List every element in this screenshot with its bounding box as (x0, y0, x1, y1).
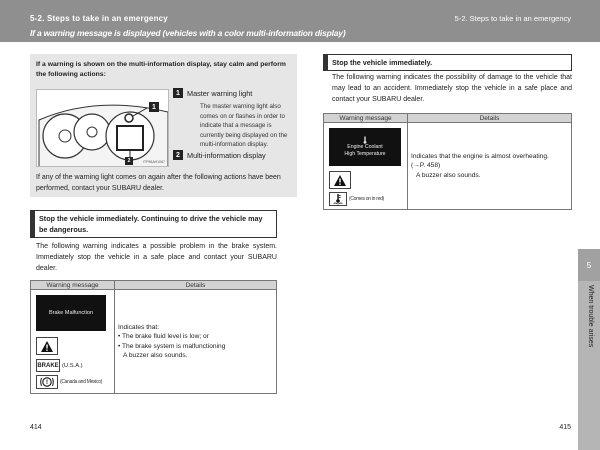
page-subtitle: If a warning message is displayed (vehicles with a color multi-information display) (30, 28, 346, 38)
brake-body-text: The following warning indicates a possible problem in the brake system. Immediately stop the vehicle in a safe place and contact your SUBARU dealer. (36, 243, 277, 272)
brake-warning-table (30, 280, 277, 394)
coolant-body-text: The following warning indicates the possibility of damage to the vehicle that may lead to an accident. Immediately stop the vehicle in a safe place and contact your SUBARU dealer. (332, 74, 572, 103)
warning-triangle-icon (36, 337, 58, 355)
page-reference-link[interactable]: (→P. 458) (411, 162, 441, 170)
coolant-message-cell (324, 123, 408, 210)
brake-usa-row (36, 359, 111, 372)
coolant-temperature-icon (329, 192, 347, 206)
instruction-footer: If any of the warning light comes on again after the following actions have been performed, contact your SUBARU dealer. (36, 174, 281, 192)
coolant-temp-icon-small (361, 136, 369, 144)
brake-col-warning-message: Warning message (31, 281, 115, 290)
page-number-left: 414 (30, 424, 42, 431)
instrument-cluster-figure (36, 89, 169, 167)
coolant-display-line1: Engine Coolant (347, 144, 383, 150)
svg-text:!: ! (46, 380, 48, 386)
coolant-details-cell (408, 123, 572, 210)
coolant-details-line3: A buzzer also sounds. (416, 171, 481, 179)
brake-details-line3: A buzzer also sounds. (123, 352, 188, 359)
chapter-number: 5 (578, 249, 600, 281)
brake-circle-icon (36, 375, 58, 389)
chapter-label: When trouble arises (587, 285, 594, 348)
coolant-details-line1: Indicates that the engine is almost overheating. (411, 152, 549, 160)
instruction-box (30, 54, 297, 197)
coolant-col-details: Details (408, 114, 572, 123)
brake-details-intro: Indicates that: (118, 323, 160, 331)
coolant-col-warning-message: Warning message (324, 114, 408, 123)
brake-details-line2: • The brake system is malfunctioning (118, 342, 226, 350)
coolant-warning-table (323, 113, 572, 210)
legend-badge-2: 2 (173, 150, 183, 160)
brake-canada-label: (Canada and Mexico) (60, 379, 103, 385)
figure-code: ITP55AH1067 (143, 160, 165, 164)
brake-text-icon: BRAKE (36, 359, 60, 372)
section-title-right: 5-2. Steps to take in an emergency (454, 14, 571, 23)
legend-item-master-warning (173, 88, 252, 98)
legend-label-master-warning: Master warning light (187, 88, 253, 98)
callout-badge-2: 2 (125, 157, 133, 165)
callout-badge-1: 1 (149, 102, 159, 112)
brake-display-text: Brake Malfunction (48, 310, 94, 316)
brake-message-cell (31, 290, 115, 394)
legend-desc-master-warning: The master warning light also comes on or flashes in order to indicate that a message is currently being displayed on the multi-information display. (200, 103, 288, 149)
brake-canada-row (36, 375, 111, 389)
brake-details-cell (115, 290, 277, 394)
coolant-callout: Stop the vehicle immediately. (323, 54, 572, 71)
coolant-details (408, 148, 571, 185)
legend-label-mid: Multi-information display (187, 150, 266, 160)
coolant-display-line2: High Temperature (344, 151, 386, 157)
legend-badge-1: 1 (173, 88, 183, 98)
brake-display-panel (36, 295, 106, 331)
warning-triangle-icon-coolant (329, 171, 351, 189)
brake-details (115, 319, 276, 365)
page-number-right: 415 (559, 424, 571, 431)
brake-details-line1: • The brake fluid level is low; or (118, 333, 209, 340)
coolant-comes-on-label: (Comes on in red) (349, 196, 384, 202)
section-title: 5-2. Steps to take in an emergency (30, 14, 168, 23)
coolant-display-panel (329, 128, 401, 166)
brake-col-details: Details (115, 281, 277, 290)
instruction-intro: If a warning is shown on the multi-information display, stay calm and perform the following actions: (36, 61, 286, 78)
brake-callout: Stop the vehicle immediately. Continuing to drive the vehicle may be dangerous. (30, 210, 277, 238)
brake-usa-label: (U.S.A.) (62, 362, 83, 369)
legend-item-mid (173, 150, 266, 160)
coolant-indicator-row (329, 192, 404, 206)
